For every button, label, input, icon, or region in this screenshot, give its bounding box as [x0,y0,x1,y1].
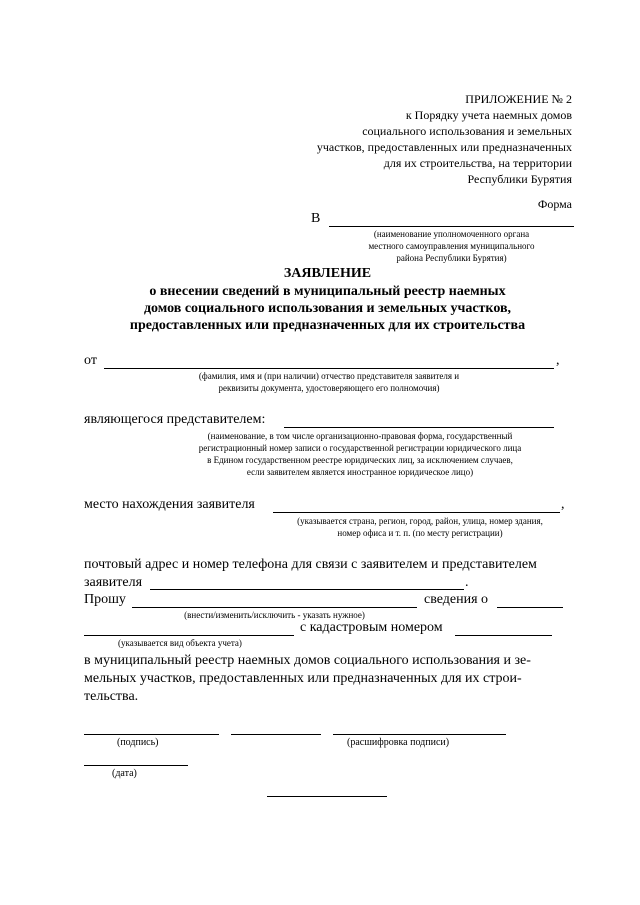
request-action-line [132,607,417,608]
document-subtitle-2: домов социального использования и земельных участков, [143,301,512,316]
closing-line-2: мельных участков, предоставленных или предназначенных для их строи- [84,671,522,686]
document-subtitle-3: предоставленных или предназначенных для их строительства [129,318,526,333]
signature-caption: (подпись) [117,737,159,748]
from-line [104,368,554,369]
date-line [84,765,188,766]
to-prefix: В [311,211,321,226]
from-caption-2: реквизиты документа, удостоверяющего его полномочия) [218,383,440,393]
appendix-line-2: социального использования и земельных [362,124,572,138]
appendix-title: ПРИЛОЖЕНИЕ № 2 [465,92,572,106]
signature-decode-caption: (расшифровка подписи) [347,737,450,748]
appendix-line-4: для их строительства, на территории [383,156,572,170]
signature-line [84,734,219,735]
from-suffix: , [556,353,560,368]
signature-decode-line [333,734,506,735]
postal-suffix: . [465,575,469,590]
location-label: место нахождения заявителя [84,497,255,512]
to-line [329,226,574,227]
postal-line-1: почтовый адрес и номер телефона для связи с заявителем и представителем [84,557,537,572]
cadastral-line [455,635,552,636]
representative-line [284,427,554,428]
appendix-line-3: участков, предоставленных или предназначенных [316,140,572,154]
request-prefix: Прошу [84,592,126,607]
from-caption-1: (фамилия, имя и (при наличии) отчество представителя заявителя и [198,371,460,381]
location-suffix: , [561,497,565,512]
document-subtitle-1: о внесении сведений в муниципальный реестр наемных [149,284,506,299]
location-line [273,512,560,513]
postal-line-2: заявителя [84,575,143,590]
location-caption-1: (указывается страна, регион, город, район, улица, номер здания, [297,516,543,526]
object-line [84,635,294,636]
representative-caption-1: (наименование, в том числе организационно-правовая форма, государственный [207,431,513,441]
appendix-line-1: к Порядку учета наемных домов [405,108,572,122]
request-caption: (внести/изменить/исключить - указать нужное) [184,610,365,620]
request-subject-line [497,607,563,608]
appendix-line-5: Республики Бурятия [467,172,572,186]
object-caption: (указывается вид объекта учета) [118,638,242,648]
date-caption: (дата) [112,768,137,779]
cadastral-label: с кадастровым номером [300,620,443,635]
document-title: ЗАЯВЛЕНИЕ [283,266,372,281]
representative-caption-4: если заявителем является иностранное юридическое лицо) [246,467,474,477]
to-caption-1: (наименование уполномоченного органа [373,229,530,239]
signature-middle-line [231,734,321,735]
representative-label: являющегося представителем: [84,412,266,427]
to-caption-2: местного самоуправления муниципального [368,241,535,251]
closing-line-3: тельства. [84,689,139,704]
form-label: Форма [537,197,572,211]
representative-caption-3: в Едином государственном реестре юридических лиц, за исключением случаев, [207,455,513,465]
from-prefix: от [84,353,97,368]
representative-caption-2: регистрационный номер записи о государственной регистрации юридического лица [198,443,522,453]
footer-line [267,796,387,797]
request-mid: сведения о [424,592,489,607]
postal-line [150,589,464,590]
to-caption-3: района Республики Бурятия) [396,253,507,263]
closing-line-1: в муниципальный реестр наемных домов социального использования и зе- [84,653,531,668]
location-caption-2: номер офиса и т. п. (по месту регистрации) [337,528,503,538]
